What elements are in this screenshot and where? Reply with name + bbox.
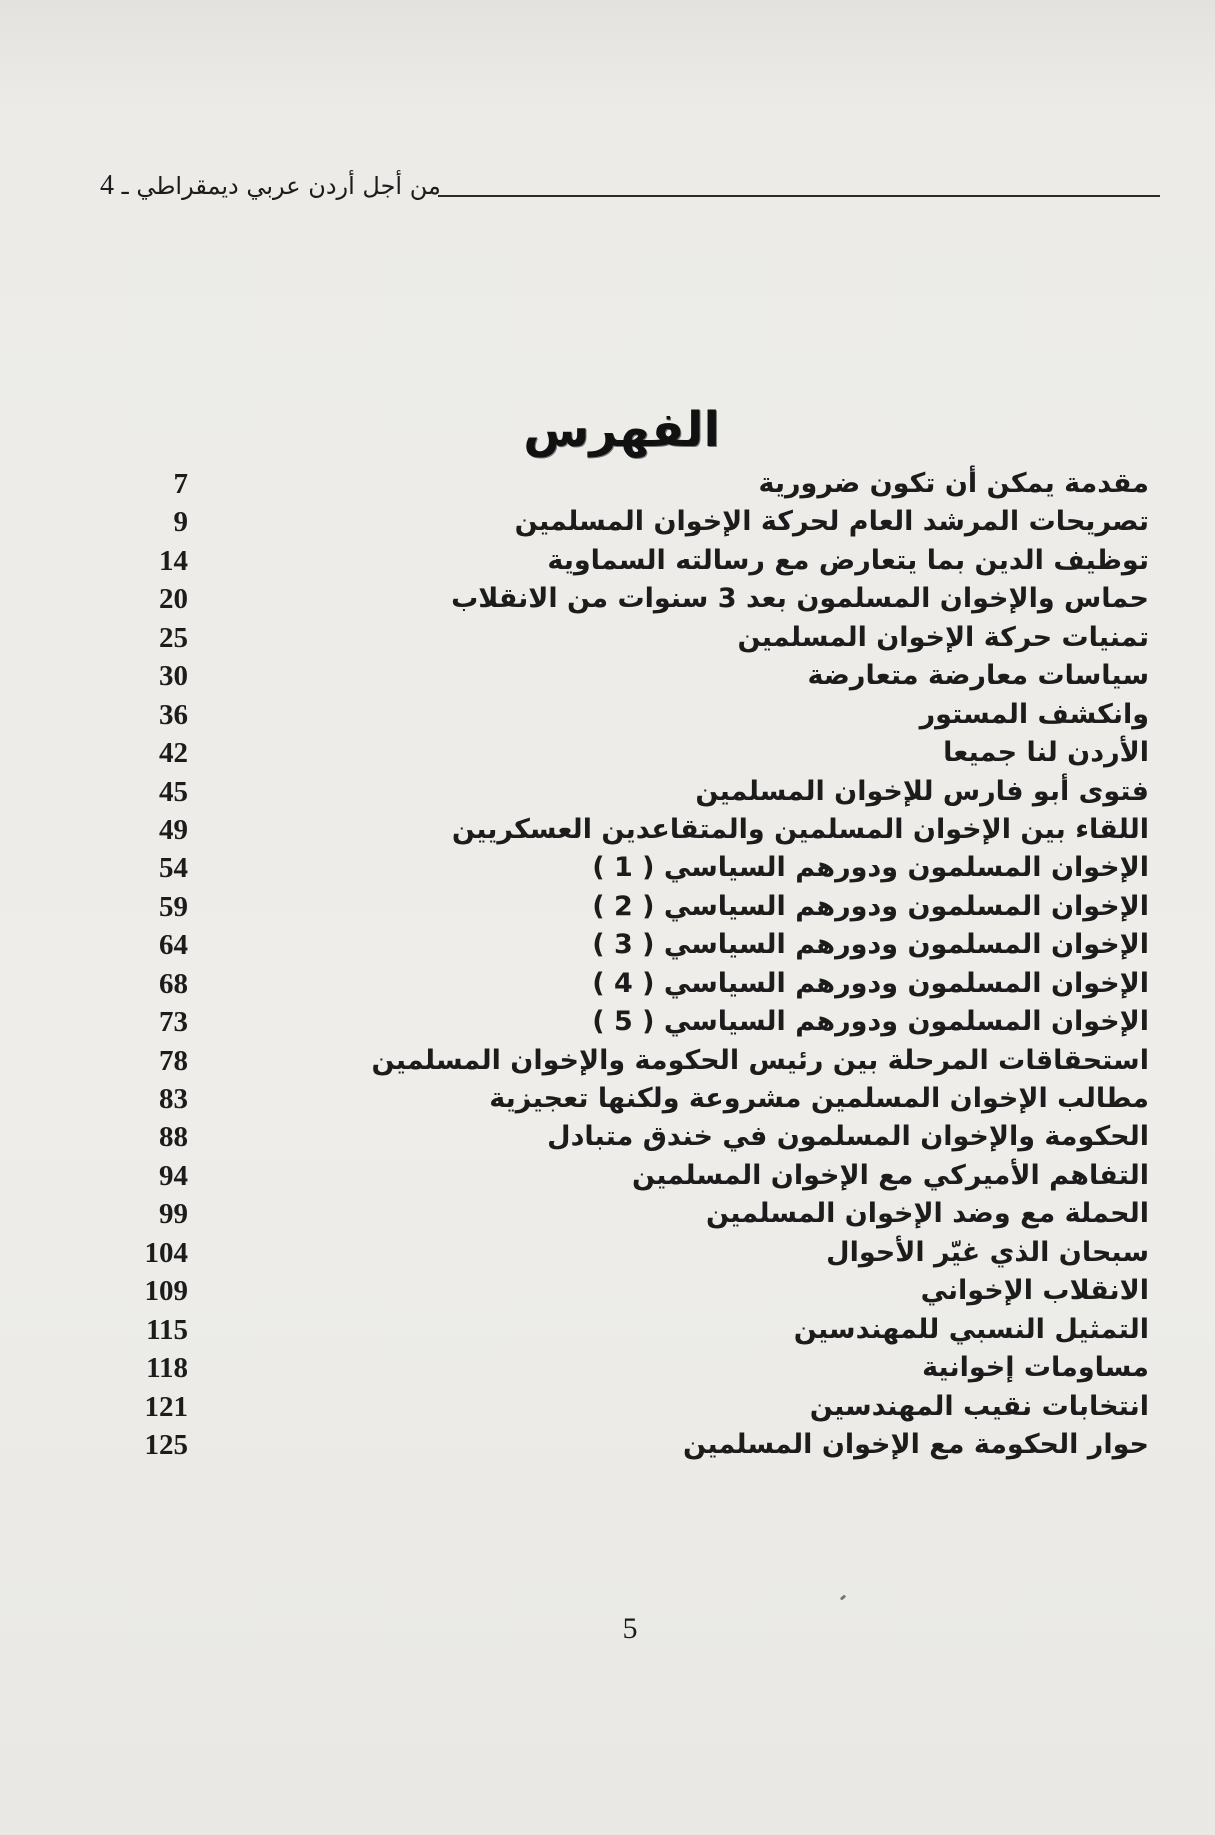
toc-entry [0, 1311, 1215, 1349]
toc-entry-page: 88 [159, 1121, 188, 1154]
toc-entry [0, 1195, 1215, 1233]
toc-entry-page: 121 [144, 1390, 188, 1423]
toc-entry-page: 14 [159, 544, 188, 577]
toc-entry-title: انتخابات نقيب المهندسين [809, 1390, 1149, 1422]
toc-entry-title: مساومات إخوانية [922, 1352, 1149, 1384]
toc-entry [0, 465, 1215, 503]
toc-entry [0, 734, 1215, 772]
toc-entry-title: التفاهم الأميركي مع الإخوان المسلمين [631, 1159, 1149, 1191]
series-number: 4 [100, 170, 114, 201]
toc-entry [0, 811, 1215, 849]
toc-entry [0, 1003, 1215, 1041]
toc-entry [0, 696, 1215, 734]
toc-entry-page: 54 [159, 852, 188, 885]
toc-entry-page: 7 [173, 468, 188, 500]
toc-entry-title: الأردن لنا جميعا [943, 737, 1149, 769]
toc-entry [0, 1157, 1215, 1195]
toc-entry [0, 580, 1215, 618]
toc-entry-title: حماس والإخوان المسلمون بعد 3 سنوات من الانقلاب [451, 583, 1149, 615]
toc-entry-title: مقدمة يمكن أن تكون ضرورية [758, 468, 1149, 499]
toc-entry-page: 64 [159, 929, 188, 962]
toc-entry-title: وانكشف المستور [919, 698, 1149, 730]
toc-entry [0, 1349, 1215, 1387]
toc-entry [0, 503, 1215, 541]
toc-entry [0, 1042, 1215, 1080]
toc-entry [0, 619, 1215, 657]
toc-entry-title: الإخوان المسلمون ودورهم السياسي ( 4 ) [592, 967, 1149, 999]
toc-entry [0, 657, 1215, 695]
toc-entry-title: الحكومة والإخوان المسلمون في خندق متبادل [547, 1121, 1149, 1153]
toc-entry-page: 125 [144, 1429, 188, 1461]
series-title: من أجل أردن عربي ديمقراطي [136, 172, 441, 200]
toc-entry [0, 773, 1215, 811]
toc-entry [0, 1388, 1215, 1426]
toc-entry-title: الانقلاب الإخواني [920, 1275, 1149, 1307]
toc-entry [0, 965, 1215, 1003]
toc-entry-title: الإخوان المسلمون ودورهم السياسي ( 1 ) [592, 852, 1149, 884]
toc-entry-page: 30 [159, 660, 188, 693]
toc-entry-page: 59 [159, 890, 188, 923]
toc-entry-page: 94 [159, 1159, 188, 1192]
toc-entry-title: التمثيل النسبي للمهندسين [793, 1313, 1149, 1345]
toc-entry-title: حوار الحكومة مع الإخوان المسلمين [683, 1429, 1149, 1460]
toc-title: الفهرس [523, 402, 720, 458]
toc-entry-page: 115 [146, 1313, 188, 1346]
toc-entry-title: توظيف الدين بما يتعارض مع رسالته السماوية [547, 544, 1149, 576]
toc-entry [0, 1080, 1215, 1118]
toc-entry [0, 1234, 1215, 1272]
toc-entry-page: 99 [159, 1198, 188, 1231]
toc-entry-title: تصريحات المرشد العام لحركة الإخوان المسلمين [514, 506, 1149, 538]
toc-entry-page: 42 [159, 737, 188, 770]
toc-entry-title: سبحان الذي غيّر الأحوال [826, 1236, 1149, 1268]
page-number: 5 [622, 1612, 638, 1645]
toc-entry-page: 68 [159, 967, 188, 1000]
toc-entry [0, 1118, 1215, 1156]
toc-entry-page: 73 [159, 1006, 188, 1039]
toc-entry-page: 109 [144, 1275, 188, 1308]
toc-entry-title: الحملة مع وضد الإخوان المسلمين [705, 1198, 1149, 1230]
running-header [100, 170, 441, 202]
toc-entry-title: مطالب الإخوان المسلمين مشروعة ولكنها تعجيزية [489, 1083, 1149, 1115]
toc-entry-page: 25 [159, 621, 188, 654]
toc-entry-page: 78 [159, 1044, 188, 1077]
toc-entry [0, 542, 1215, 580]
toc-entry-page: 118 [146, 1352, 188, 1385]
toc-entry [0, 888, 1215, 926]
toc-entry-title: استحقاقات المرحلة بين رئيس الحكومة والإخوان المسلمين [371, 1044, 1149, 1076]
header-rule [438, 195, 1160, 197]
toc-entry-page: 36 [159, 698, 188, 731]
toc-entry [0, 1426, 1215, 1464]
toc-entry-title: الإخوان المسلمون ودورهم السياسي ( 2 ) [592, 890, 1149, 922]
toc-entry-page: 20 [159, 583, 188, 616]
toc-entry [0, 849, 1215, 887]
toc-entry-page: 83 [159, 1083, 188, 1116]
toc-entry-page: 49 [159, 813, 188, 846]
toc-entry-title: الإخوان المسلمون ودورهم السياسي ( 5 ) [592, 1006, 1149, 1038]
toc-entry-page: 104 [144, 1236, 188, 1269]
toc-entry-title: اللقاء بين الإخوان المسلمين والمتقاعدين العسكريين [451, 813, 1149, 845]
toc-entry-page: 45 [159, 775, 188, 808]
toc-entry-title: سياسات معارضة متعارضة [807, 660, 1149, 692]
toc-entry-title: تمنيات حركة الإخوان المسلمين [737, 621, 1149, 653]
header-dash: ـ [121, 172, 129, 200]
toc-entry-title: الإخوان المسلمون ودورهم السياسي ( 3 ) [592, 929, 1149, 961]
toc-entry-title: فتوى أبو فارس للإخوان المسلمين [695, 775, 1149, 807]
toc-entry [0, 926, 1215, 964]
toc-entry [0, 1272, 1215, 1310]
toc-entry-page: 9 [173, 506, 188, 539]
